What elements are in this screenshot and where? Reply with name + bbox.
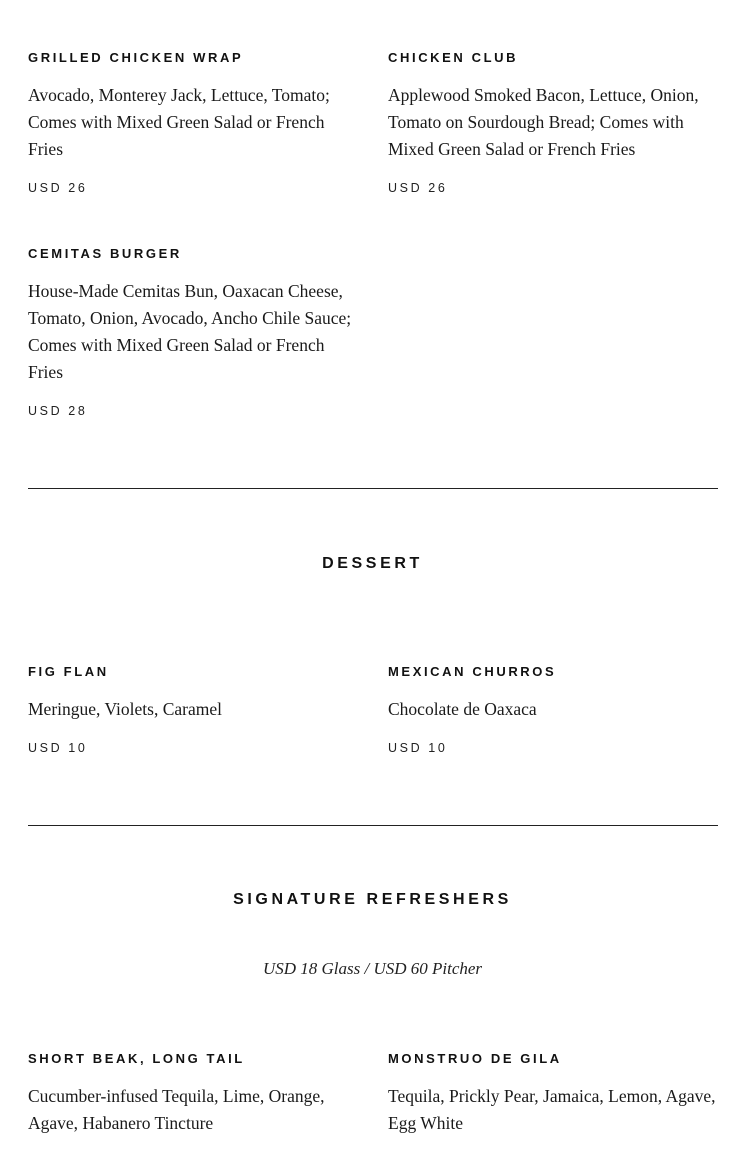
menu-item-price: USD 10	[28, 741, 88, 755]
section-price-note: USD 18 Glass / USD 60 Pitcher	[262, 959, 483, 978]
menu-item-price: USD 28	[28, 404, 88, 418]
menu-item-title: CEMITAS BURGER	[28, 246, 182, 261]
section-heading-signature-refreshers: SIGNATURE REFRESHERS	[233, 891, 512, 908]
menu-item-price: USD 26	[28, 181, 88, 195]
menu-item-description: Meringue, Violets, Caramel	[28, 699, 222, 719]
menu-item-description: Cucumber-infused Tequila, Lime, Orange, Agave, Habanero Tincture	[28, 1086, 325, 1133]
menu-item-title: MEXICAN CHURROS	[388, 664, 557, 679]
menu-item-chicken-club	[388, 50, 723, 196]
menu-item-fig-flan	[28, 664, 363, 756]
section-heading-dessert: DESSERT	[322, 555, 423, 572]
menu-item-title: GRILLED CHICKEN WRAP	[28, 50, 244, 65]
menu-item-grilled-chicken-wrap	[28, 50, 363, 196]
menu-item-cemitas-burger	[28, 246, 363, 419]
menu-item-description: House-Made Cemitas Bun, Oaxacan Cheese, Tomato, Onion, Avocado, Ancho Chile Sauce; Comes with Mixed Green Salad or French Fries	[28, 281, 352, 382]
menu-item-title: SHORT BEAK, LONG TAIL	[28, 1051, 245, 1066]
menu-item-description: Chocolate de Oaxaca	[388, 699, 537, 719]
section-divider	[28, 825, 718, 826]
menu-item-monstruo-de-gila	[388, 1051, 723, 1137]
menu-item-title: FIG FLAN	[28, 664, 109, 679]
menu-item-price: USD 10	[388, 741, 448, 755]
menu-item-description: Applewood Smoked Bacon, Lettuce, Onion, Tomato on Sourdough Bread; Comes with Mixed Green Salad or French Fries	[388, 85, 699, 159]
menu-item-description: Tequila, Prickly Pear, Jamaica, Lemon, Agave, Egg White	[388, 1086, 716, 1133]
menu-item-description: Avocado, Monterey Jack, Lettuce, Tomato; Comes with Mixed Green Salad or French Fries	[28, 85, 330, 159]
menu-item-price: USD 26	[388, 181, 448, 195]
menu-item-short-beak-long-tail	[28, 1051, 363, 1137]
menu-item-title: CHICKEN CLUB	[388, 50, 519, 65]
menu-item-title: MONSTRUO DE GILA	[388, 1051, 562, 1066]
section-divider	[28, 488, 718, 489]
menu-item-mexican-churros	[388, 664, 723, 756]
